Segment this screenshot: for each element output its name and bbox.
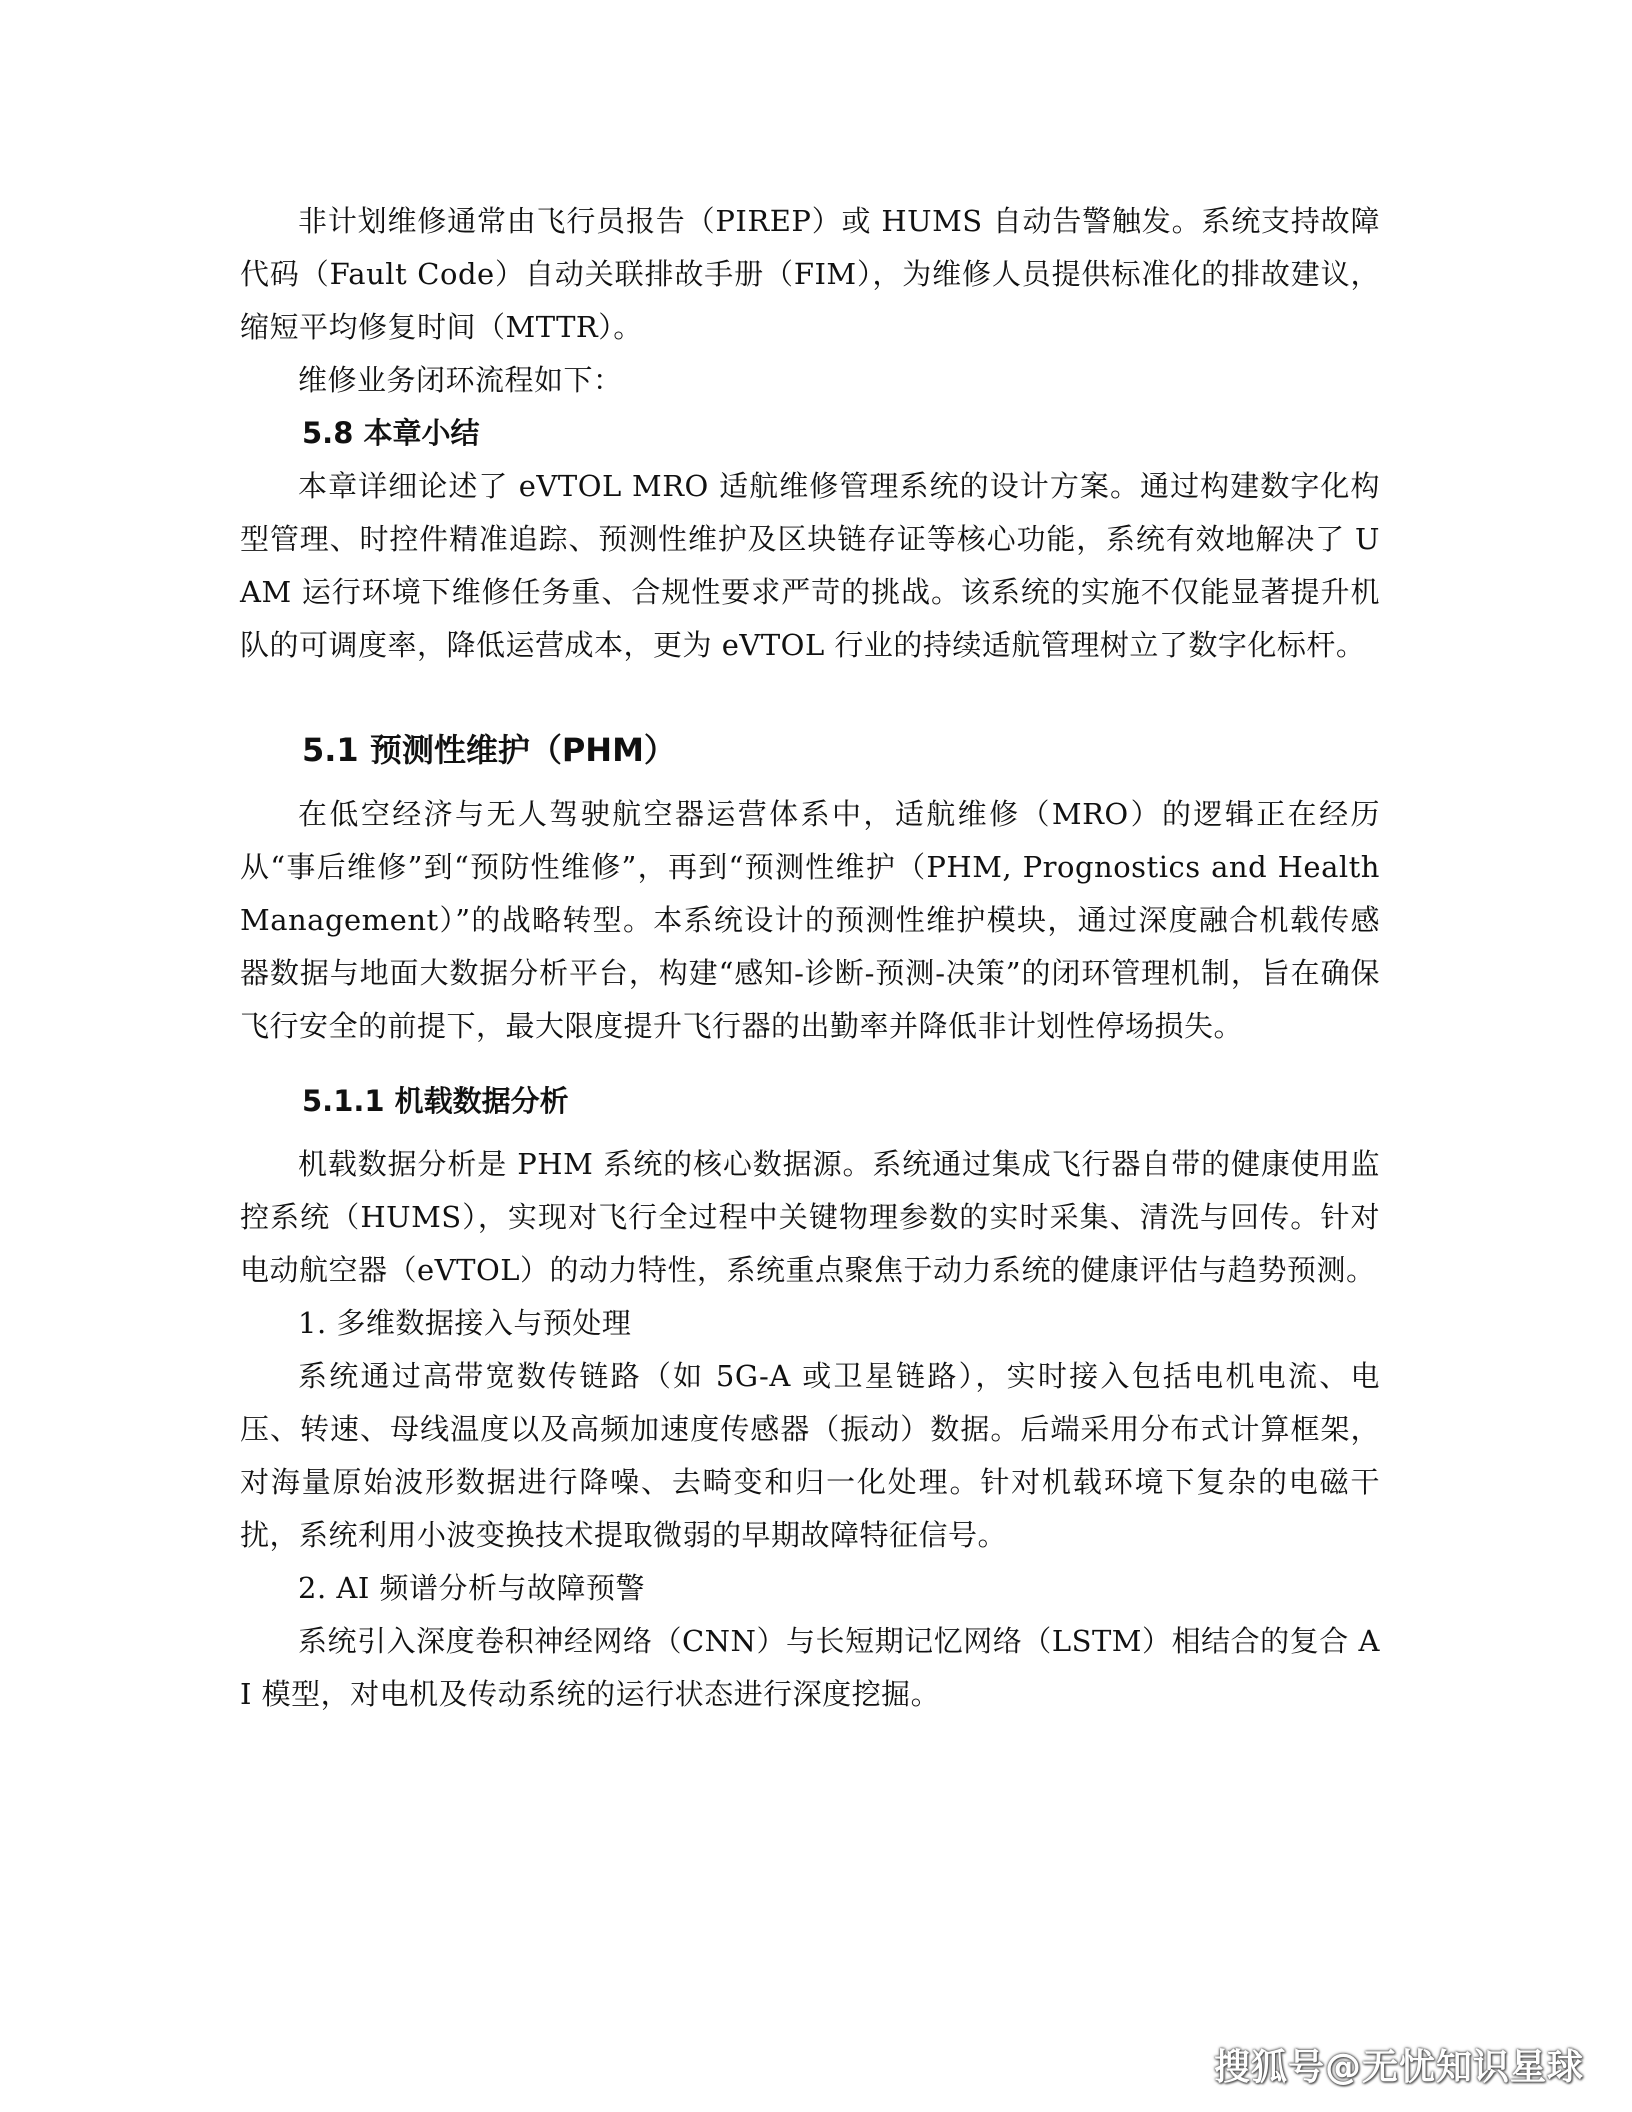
page-content (240, 195, 1380, 1721)
paragraph-phm-intro: 在低空经济与无人驾驶航空器运营体系中，适航维修（MRO）的逻辑正在经历从“事后维修”到“预防性维修”，再到“预测性维护（PHM, Prognostics and Health Management）”的战略转型。本系统设计的预测性维护模块，通过深度融合机载传感器数据与地面大数据分析平台，构建“感知-诊断-预测-决策”的闭环管理机制，旨在确保飞行安全的前提下，最大限度提升飞行器的出勤率并降低非计划性停场损失。 (240, 797, 1380, 1043)
paragraph-ai-spectrum: 系统引入深度卷积神经网络（CNN）与长短期记忆网络（LSTM）相结合的复合 AI 模型，对电机及传动系统的运行状态进行深度挖掘。 (240, 1624, 1380, 1711)
paragraph-unplanned-maintenance: 非计划维修通常由飞行员报告（PIREP）或 HUMS 自动告警触发。系统支持故障代码（Fault Code）自动关联排故手册（FIM），为维修人员提供标准化的排故建议，缩短平均修复时间（MTTR）。 (240, 204, 1380, 344)
spacer (240, 672, 1380, 722)
heading-5-1-1: 5.1.1 机载数据分析 (302, 1084, 569, 1118)
paragraph-chapter-summary: 本章详细论述了 eVTOL MRO 适航维修管理系统的设计方案。通过构建数字化构型管理、时控件精准追踪、预测性维护及区块链存证等核心功能，系统有效地解决了 UAM 运行环境下维修任务重、合规性要求严苛的挑战。该系统的实施不仅能显著提升机队的可调度率，降低运营成本，更为 eVTOL 行业的持续适航管理树立了数字化标杆。 (240, 469, 1380, 662)
paragraph-onboard-data-intro: 机载数据分析是 PHM 系统的核心数据源。系统通过集成飞行器自带的健康使用监控系统（HUMS），实现对飞行全过程中关键物理参数的实时采集、清洗与回传。针对电动航空器（eVTOL）的动力特性，系统重点聚焦于动力系统的健康评估与趋势预测。 (240, 1147, 1380, 1287)
heading-5-8: 5.8 本章小结 (302, 416, 480, 450)
spacer (240, 1053, 1380, 1075)
list-item-title-1: 1. 多维数据接入与预处理 (298, 1306, 632, 1340)
source-watermark: 搜狐号@无忧知识星球 (1213, 2047, 1584, 2088)
heading-5-1: 5.1 预测性维护（PHM） (302, 731, 676, 769)
list-item-title-2: 2. AI 频谱分析与故障预警 (298, 1571, 646, 1605)
spacer (240, 1128, 1380, 1138)
paragraph-closed-loop-intro: 维修业务闭环流程如下： (298, 363, 623, 397)
spacer (240, 778, 1380, 788)
paragraph-data-ingest: 系统通过高带宽数传链路（如 5G-A 或卫星链路），实时接入包括电机电流、电压、转速、母线温度以及高频加速度传感器（振动）数据。后端采用分布式计算框架，对海量原始波形数据进行降噪、去畸变和归一化处理。针对机载环境下复杂的电磁干扰，系统利用小波变换技术提取微弱的早期故障特征信号。 (240, 1359, 1380, 1552)
